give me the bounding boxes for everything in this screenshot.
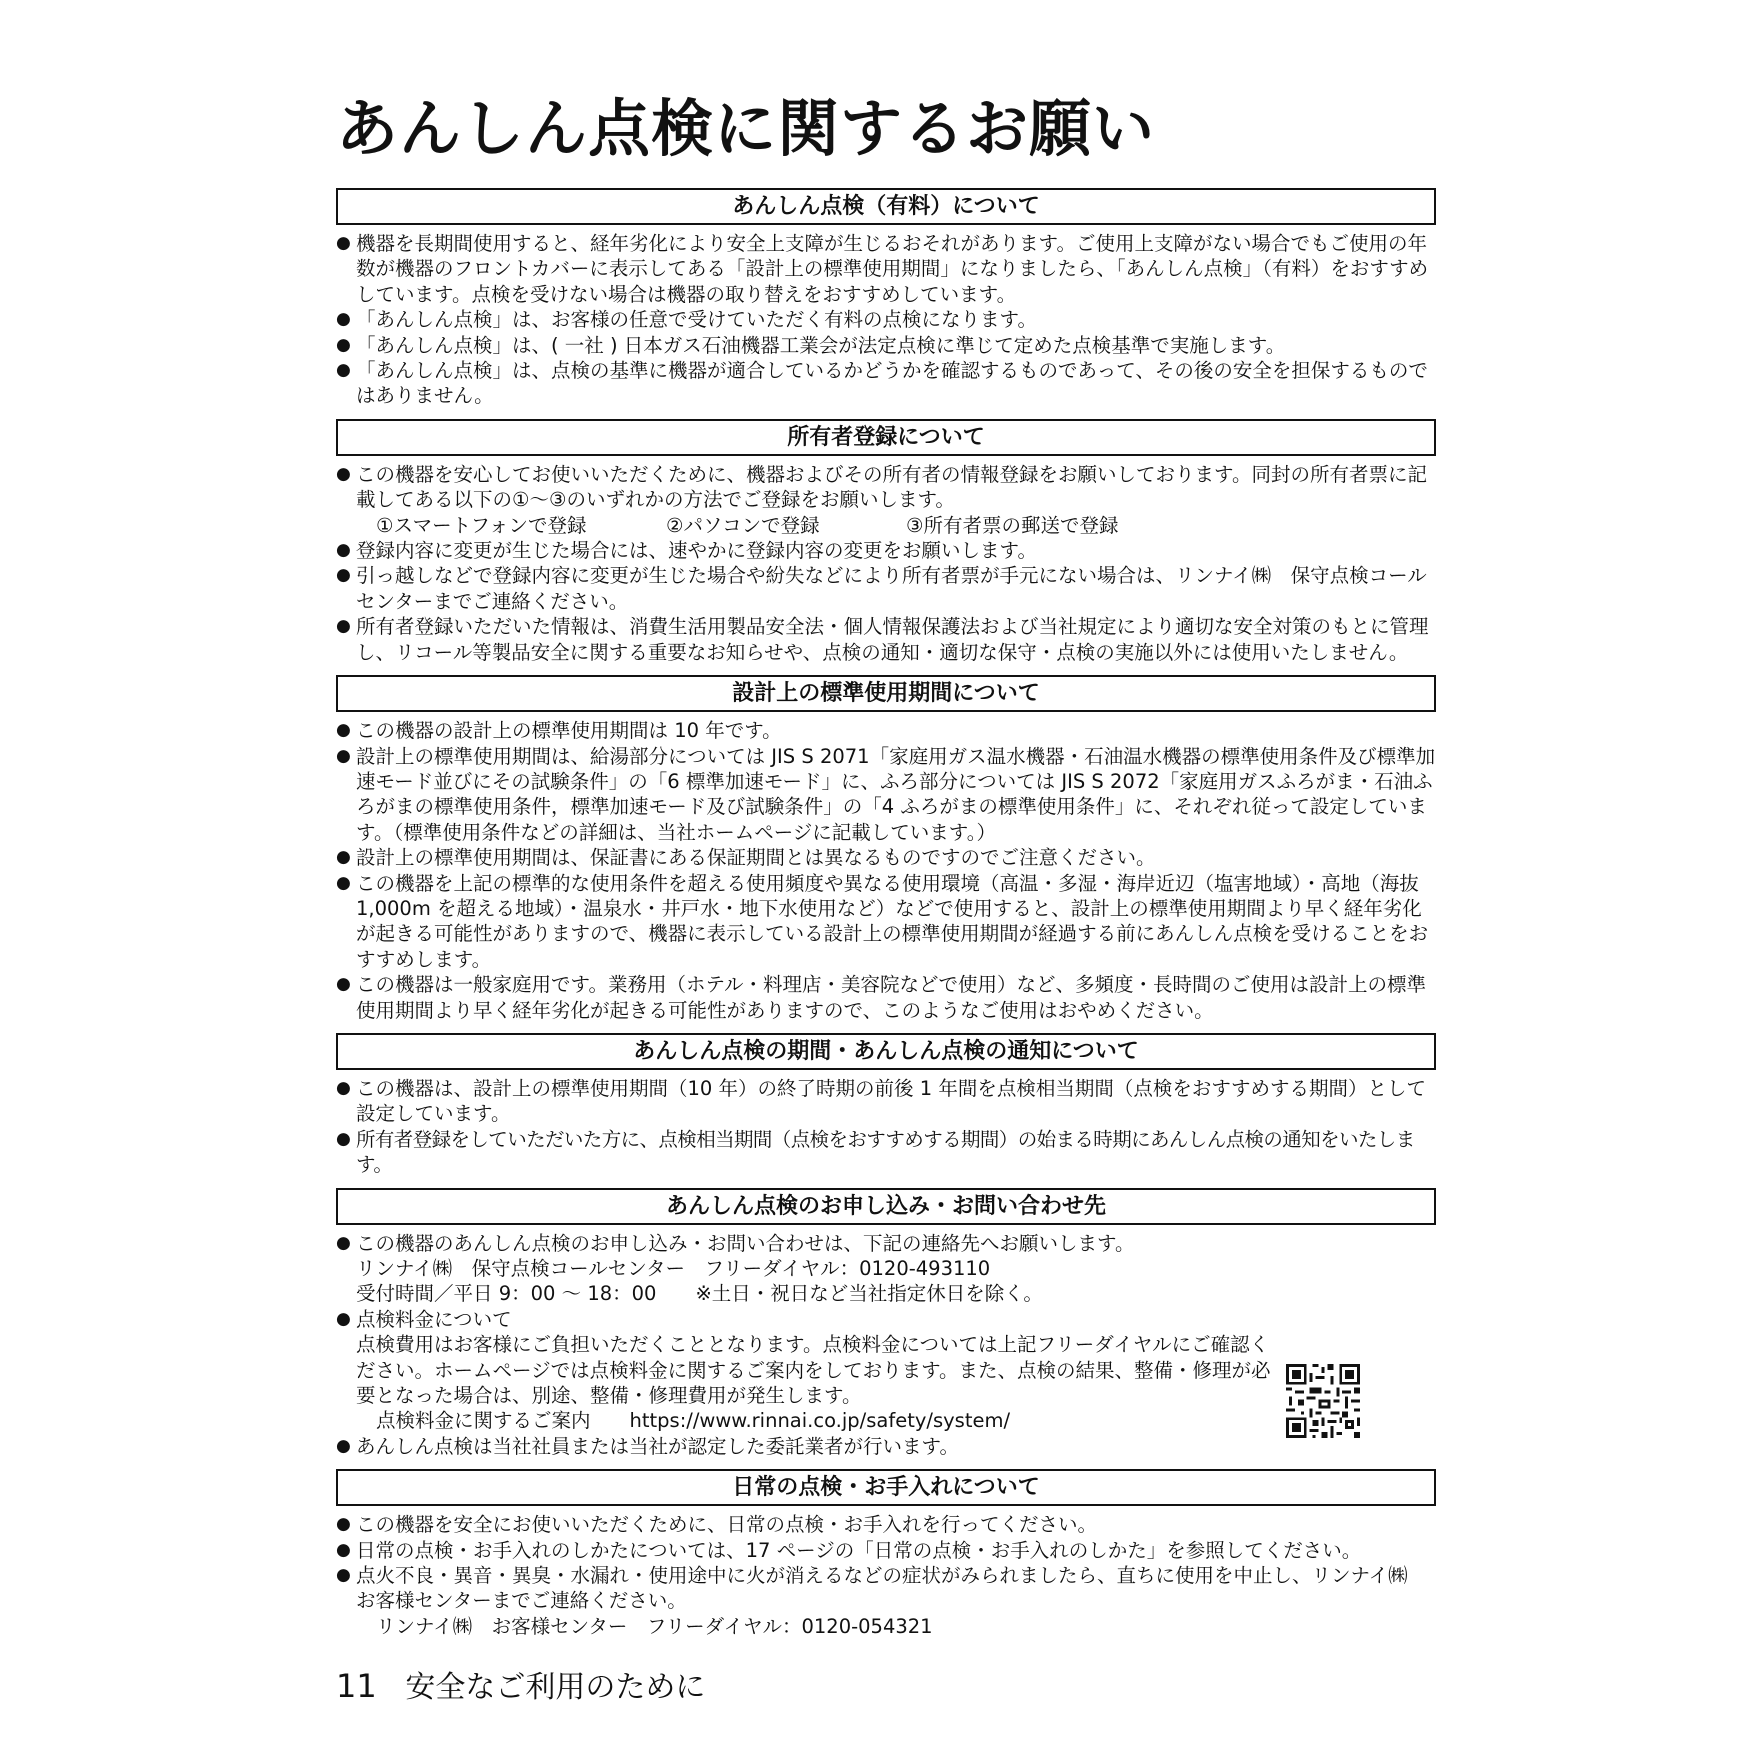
list-item: ● 点火不良・異音・異臭・水漏れ・使用途中に火が消えるなどの症状がみられましたら、直ちに使用を中止し、リンナイ㈱ お客様センターまでご連絡ください。 [336,1563,1436,1614]
list-item: ● この機器は一般家庭用です。業務用（ホテル・料理店・美容院などで使用）など、多頻度・長時間のご使用は設計上の標準使用期間より早く経年劣化が起きる可能性がありますので、このようなご使用はおやめください。 [336,972,1436,1023]
list-item: ● あんしん点検は当社社員または当社が認定した委託業者が行います。 [336,1434,1436,1459]
section-heading: 日常の点検・お手入れについて [336,1469,1436,1506]
list-item: ● 登録内容に変更が生じた場合には、速やかに登録内容の変更をお願いします。 [336,538,1436,563]
list-item: ● この機器を安心してお使いいただくために、機器およびその所有者の情報登録をお願いしております。同封の所有者票に記載してある以下の①～③のいずれかの方法でご登録をお願いします。 [336,462,1436,513]
chapter-title: 安全なご利用のために [405,1670,706,1705]
list-item: ● 所有者登録いただいた情報は、消費生活用製品安全法・個人情報保護法および当社規定により適切な安全対策のもとに管理し、リコール等製品安全に関する重要なお知らせや、点検の通知・適切な保守・点検の実施以外には使用いたしません。 [336,614,1436,665]
method-mail: ③所有者票の郵送で登録 [906,513,1119,537]
list-item: ● 設計上の標準使用期間は、保証書にある保証期間とは異なるものですのでご注意ください。 [336,845,1436,870]
method-pc: ②パソコンで登録 [666,513,820,537]
list-item: ● 点検料金について [336,1307,1436,1332]
section-heading: あんしん点検のお申し込み・お問い合わせ先 [336,1188,1436,1225]
list-item: ● この機器の設計上の標準使用期間は 10 年です。 [336,718,1436,743]
page-content [336,70,1436,1649]
call-center-line: リンナイ㈱ 保守点検コールセンター フリーダイヤル：0120-493110 [356,1257,991,1280]
fee-text: 点検費用はお客様にご負担いただくこととなります。点検料金については上記フリーダイヤルにご確認ください。ホームページでは点検料金に関するご案内をしております。また、点検の結果、整備・修理が必要となった場合は、別途、整備・修理費用が発生します。 [356,1333,1271,1408]
list-item: ● 所有者登録をしていただいた方に、点検相当期間（点検をおすすめする期間）の始まる時期にあんしん点検の通知をいたします。 [336,1127,1436,1178]
list-item: ● 引っ越しなどで登録内容に変更が生じた場合や紛失などにより所有者票が手元にない場合は、リンナイ㈱ 保守点検コールセンターまでご連絡ください。 [336,563,1436,614]
list-item: ● この機器を安全にお使いいただくために、日常の点検・お手入れを行ってください。 [336,1512,1436,1537]
fee-link[interactable]: 点検料金に関するご案内 https://www.rinnai.co.jp/safety/system/ [376,1409,1011,1433]
section-heading: 設計上の標準使用期間について [336,675,1436,712]
list-item: ● 日常の点検・お手入れのしかたについては、17 ページの「日常の点検・お手入れのしかた」を参照してください。 [336,1538,1436,1563]
list-item: ● 機器を長期間使用すると、経年劣化により安全上支障が生じるおそれがあります。ご使用上支障がない場合でもご使用の年数が機器のフロントカバーに表示してある「設計上の標準使用期間」になりましたら、「あんしん点検」（有料）をおすすめしています。点検を受けない場合は機器の取り替えをおすすめしています。 [336,231,1436,307]
section-daily-inspection [336,1469,1436,1639]
page-title: あんしん点検に関するお願い [336,92,1156,165]
page-footer [336,1662,705,1706]
list-item: ● 「あんしん点検」は、( 一社 ) 日本ガス石油機器工業会が法定点検に準じて定めた点検基準で実施します。 [336,333,1436,358]
list-item: ● 「あんしん点検」は、お客様の任意で受けていただく有料の点検になります。 [336,307,1436,332]
list-item: ● 「あんしん点検」は、点検の基準に機器が適合しているかどうかを確認するものであって、その後の安全を担保するものではありません。 [336,358,1436,409]
section-heading: あんしん点検の期間・あんしん点検の通知について [336,1033,1436,1070]
qr-code-icon [1286,1364,1360,1438]
page-number: 11 [336,1667,377,1705]
section-owner-registration [336,419,1436,665]
list-item: ● この機器のあんしん点検のお申し込み・お問い合わせは、下記の連絡先へお願いします。 [336,1231,1436,1256]
section-heading: あんしん点検（有料）について [336,188,1436,225]
reception-hours: 受付時間／平日 9：00 ～ 18：00 ※土日・祝日など当社指定休日を除く。 [356,1282,1043,1306]
customer-center-line: リンナイ㈱ お客様センター フリーダイヤル：0120-054321 [376,1614,933,1638]
section-inspection-period-notice [336,1033,1436,1178]
method-smartphone: ①スマートフォンで登録 [376,513,587,537]
registration-methods [336,513,1436,538]
section-anshin-inspection [336,188,1436,409]
section-heading: 所有者登録について [336,419,1436,456]
list-item: ● 設計上の標準使用期間は、給湯部分については JIS S 2071「家庭用ガス温水機器・石油温水機器の標準使用条件及び標準加速モード並びにその試験条件」の「6 標準加速モード」に、ふろ部分については JIS S 2072「家庭用ガスふろがま・石油ふろがまの標準使用条件，標準加速モード及び試験条件」の「4 ふろがまの標準使用条件」に、それぞれ従って設定しています。（標準使用条件などの詳細は、当社ホームページに記載しています。） [336,744,1436,846]
list-item: ● この機器は、設計上の標準使用期間（10 年）の終了時期の前後 1 年間を点検相当期間（点検をおすすめする期間）として設定しています。 [336,1076,1436,1127]
section-standard-usage-period [336,675,1436,1023]
list-item: ● この機器を上記の標準的な使用条件を超える使用頻度や異なる使用環境（高温・多湿・海岸近辺（塩害地域）・高地（海抜 1,000m を超える地域）・温泉水・井戸水・地下水使用など）などで使用すると、設計上の標準使用期間より早く経年劣化が起きる可能性がありますので、機器に表示している設計上の標準使用期間が経過する前にあんしん点検を受けることをおすすめします。 [336,871,1436,973]
section-contact [336,1188,1436,1460]
